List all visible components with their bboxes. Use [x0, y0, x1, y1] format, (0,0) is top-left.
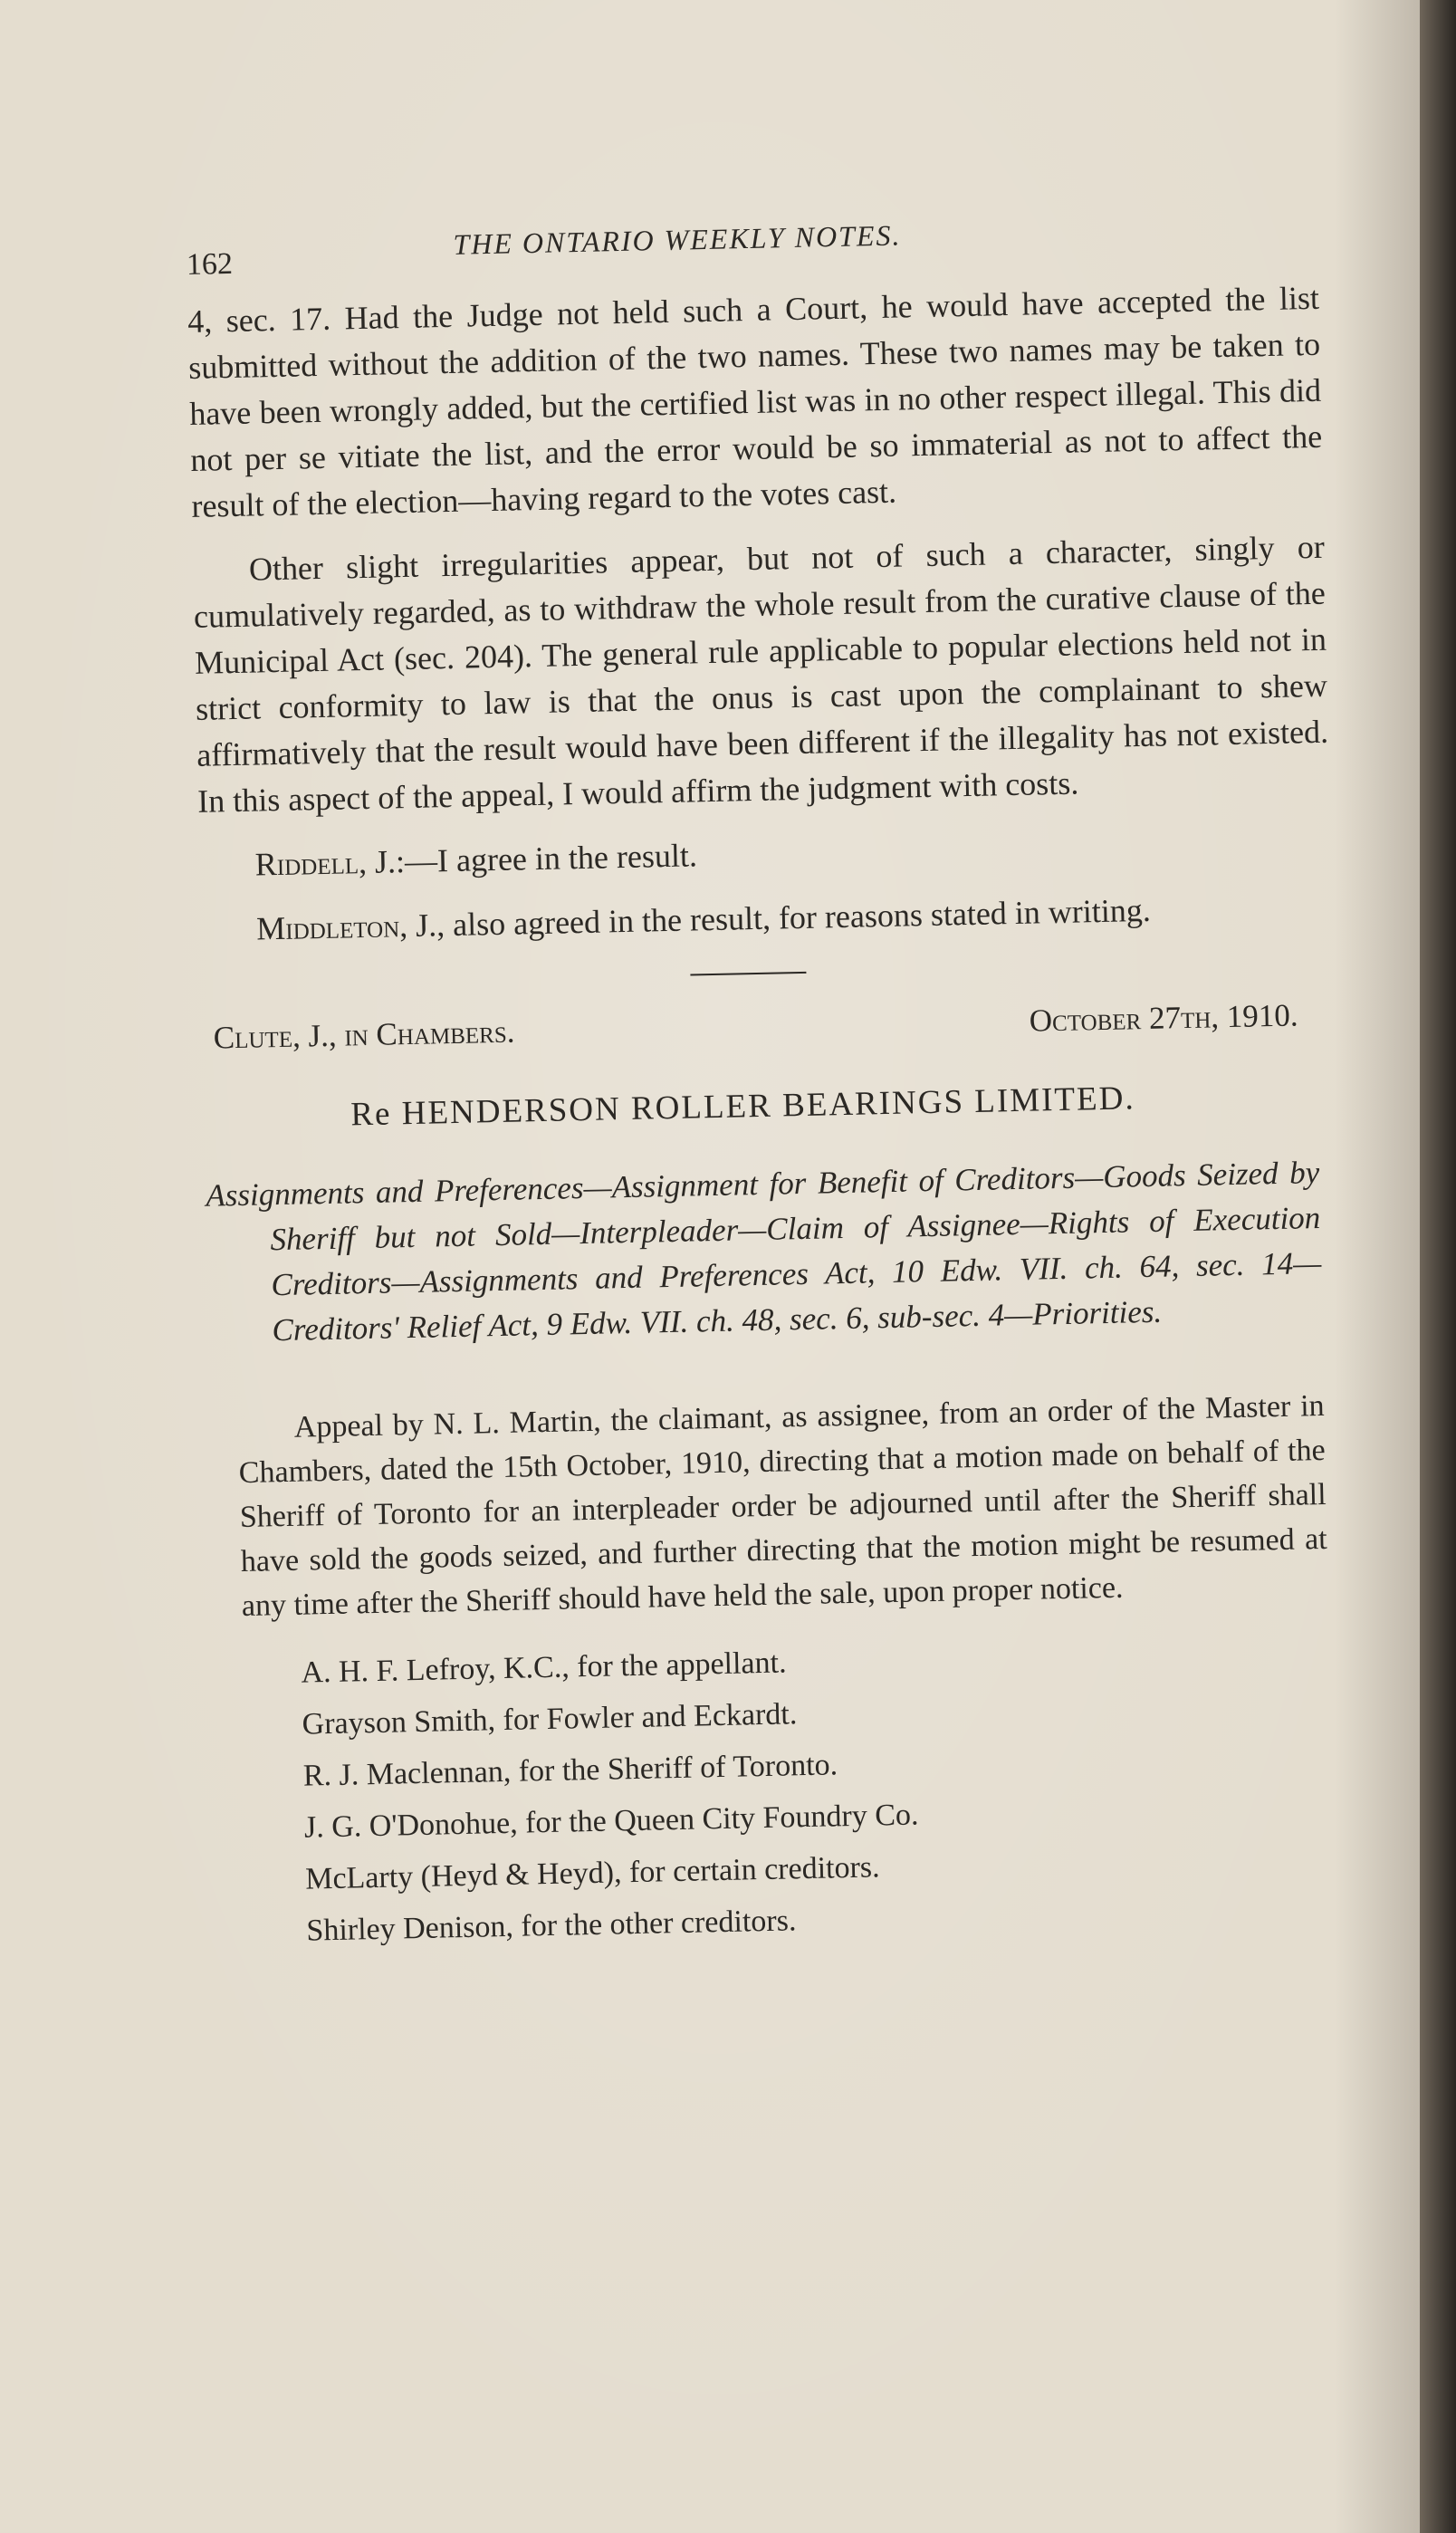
counsel-line: J. G. O'Donohue, for the Queen City Foundry Co. — [303, 1798, 919, 1845]
middleton-opinion — [200, 884, 1333, 954]
paragraph-2: Other slight irregularities appear, but not of such a character, singly or cumulatively regarded, as to withdraw the whole result from the curative clause of the Municipal Act (sec. 204). The general rule applicable to popular elections held not in strict conformity to law is that the onus is cast upon the complainant to shew affirmatively that the result would have been different if the illegality has not existed. In this aspect of the appeal, I would affirm the judgment with costs. — [193, 528, 1329, 820]
counsel-list — [216, 1625, 1354, 1958]
middleton-text: , also agreed in the result, for reasons stated in writing. — [436, 891, 1152, 944]
page-number: 162 — [186, 246, 234, 282]
headnote: Assignments and Preferences—Assignment for Benefit of Creditors—Goods Seized by Sheriff but not Sold—Interpleader—Claim of Assignee—Rights of Execution Creditors—Assignments and Preferences Act, 10 Edw. VII. ch. 64, sec. 14—Creditors' Relief Act, 9 Edw. VII. ch. 48, sec. 6, sub-sec. 4—Priorities. — [206, 1155, 1322, 1348]
riddell-text: :—I agree in the result. — [395, 837, 698, 880]
counsel-line: Grayson Smith, for Fowler and Eckardt. — [302, 1697, 798, 1741]
riddell-opinion — [198, 820, 1331, 889]
counsel-line: A. H. F. Lefroy, K.C., for the appellant. — [301, 1645, 787, 1690]
running-head: THE ONTARIO WEEKLY NOTES. — [453, 218, 902, 261]
counsel-line: McLarty (Heyd & Heyd), for certain creditors. — [304, 1850, 880, 1896]
judge-name-riddell: Riddell, J. — [254, 843, 397, 883]
court-line: Clute, J., in Chambers. — [213, 1013, 515, 1056]
paragraph-1: 4, sec. 17. Had the Judge not held such a Court, he would have accepted the list submitted without the addition of the two names. These two names may be taken to have been wrongly added, but the certified list was in no other respect illegal. This did not per se vitiate the list, and the error would be so immaterial as not to affect the result of the election—having regard to the votes cast. — [187, 279, 1323, 524]
judge-name-middleton: Middleton, J. — [255, 907, 437, 947]
page-content — [186, 203, 1354, 1959]
page-edge-shadow — [1420, 0, 1456, 2533]
case-heading — [202, 990, 1335, 1068]
counsel-line: Shirley Denison, for the other creditors. — [306, 1904, 797, 1948]
appeal-paragraph: Appeal by N. L. Martin, the claimant, as assignee, from an order of the Master in Chambers, dated the 15th October, 1910, directing that a motion made on behalf of the Sheriff of Toronto for an interpleader order be adjourned until after the Sheriff shall have sold the goods seized, and further directing that the motion might be resumed at any time after the Sheriff should have held the sale, upon proper notice. — [238, 1388, 1328, 1624]
case-title: Re HENDERSON ROLLER BEARINGS LIMITED. — [350, 1079, 1136, 1134]
counsel-line: R. J. Maclennan, for the Sheriff of Toronto. — [302, 1748, 838, 1793]
section-divider — [690, 972, 806, 976]
case-date: October 27th, 1910. — [1029, 997, 1298, 1039]
